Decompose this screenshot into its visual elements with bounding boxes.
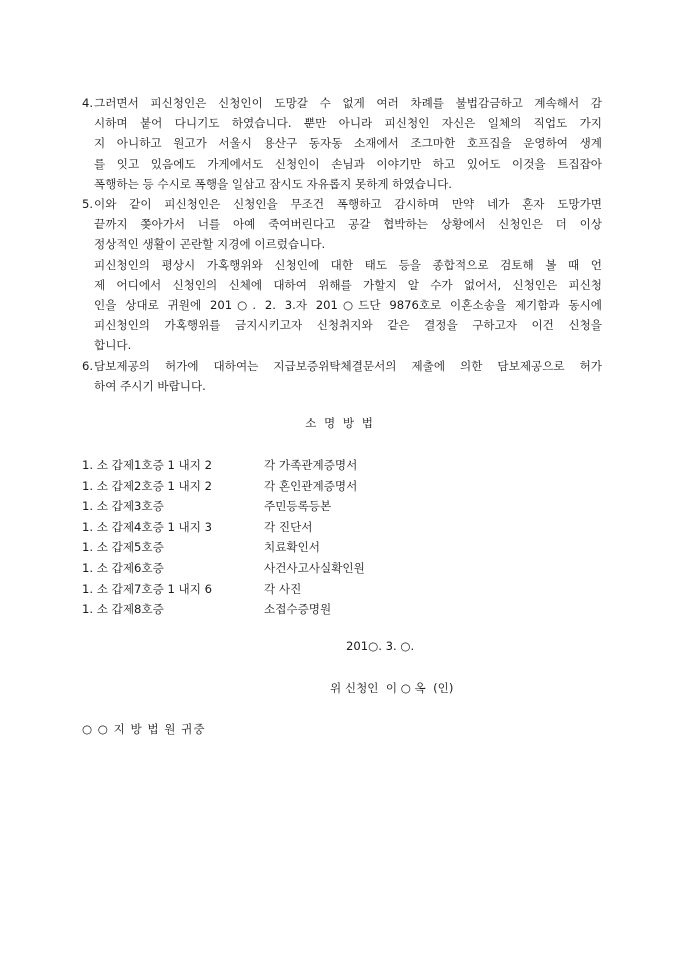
evidence-item: 1. 소 갑제3호증 xyxy=(82,499,164,514)
paragraph-line: 이와 같이 피신청인은 신청인을 무조건 폭행하고 감시하며 만약 네가 혼자 도망가면 xyxy=(94,197,602,211)
evidence-document: 사건사고사실확인원 xyxy=(264,560,365,575)
evidence-document: 각 혼인관계증명서 xyxy=(264,478,358,493)
paragraph-line: 그러면서 피신청인은 신청인이 도망갈 수 없게 여러 차례를 불법감금하고 계속해서 감 xyxy=(94,96,602,110)
evidence-row xyxy=(82,537,482,558)
paragraph-line: 제 어디에서 신청인의 신체에 대하여 위해를 가할지 알 수가 없어서, 신청인은 피신청 xyxy=(94,277,602,292)
paragraph-number: 4. xyxy=(82,96,94,110)
evidence-item: 1. 소 갑제5호증 xyxy=(82,540,164,555)
paragraph-line: 하여 주시기 바랍니다. xyxy=(94,379,206,394)
evidence-row xyxy=(82,579,482,600)
evidence-document: 주민등록등본 xyxy=(264,499,332,514)
paragraph-line: 끝까지 쫒아가서 너를 아예 죽여버린다고 공갈 협박하는 상황에서 신청인은 더 이상 xyxy=(94,217,602,232)
paragraph-line: 인을 상대로 귀원에 201○. 2. 3.자 201○드단 9876호로 이혼소송을 제기함과 동시에 xyxy=(94,297,602,312)
paragraph-line: 시하며 붙어 다니기도 하였습니다. 뿐만 아니라 피신청인 자신은 일체의 직업도 가지 xyxy=(94,116,602,131)
evidence-row xyxy=(82,476,482,497)
paragraph-5 xyxy=(82,194,602,356)
evidence-row xyxy=(82,496,482,517)
evidence-document: 각 진단서 xyxy=(264,519,313,534)
evidence-item: 1. 소 갑제4호증 1 내지 3 xyxy=(82,519,213,534)
paragraph-line: 정상적인 생활이 곤란할 지경에 이르렀습니다. xyxy=(94,237,326,252)
evidence-document: 치료확인서 xyxy=(264,540,320,555)
evidence-item: 1. 소 갑제7호증 1 내지 6 xyxy=(82,581,213,596)
court-addressee: ○ ○ 지 방 법 원 귀중 xyxy=(82,722,206,736)
paragraph-line: 지 아니하고 원고가 서울시 용산구 동자동 소재에서 조그마한 호프집을 운영하여 생계 xyxy=(94,136,602,151)
evidence-document: 각 사진 xyxy=(264,581,302,596)
evidence-heading: 소 명 방 법 xyxy=(305,416,375,430)
paragraph-line: 합니다. xyxy=(94,338,132,353)
evidence-item: 1. 소 갑제1호증 1 내지 2 xyxy=(82,458,213,472)
paragraph-line: 를 잇고 있음에도 가게에서도 신청인이 손님과 이야기만 하고 있어도 이것을 트집잡아 xyxy=(94,156,602,171)
evidence-row xyxy=(82,558,482,579)
paragraph-4 xyxy=(82,93,602,194)
evidence-item: 1. 소 갑제8호증 xyxy=(82,602,164,617)
evidence-row xyxy=(82,599,482,620)
applicant-signature: 위 신청인 이 ○ 옥 (인) xyxy=(330,681,454,695)
paragraph-number: 5. xyxy=(82,197,94,211)
paragraph-number: 6. xyxy=(82,359,94,373)
evidence-item: 1. 소 갑제6호증 xyxy=(82,560,164,575)
evidence-row xyxy=(82,517,482,538)
evidence-row xyxy=(82,455,482,476)
evidence-list xyxy=(82,455,482,620)
evidence-item: 1. 소 갑제2호증 1 내지 2 xyxy=(82,478,213,493)
paragraph-line: 담보제공의 허가에 대하여는 지급보증위탁체결문서의 제출에 의한 담보제공으로 허가 xyxy=(94,359,602,373)
filing-date: 201○. 3. ○. xyxy=(346,639,415,653)
evidence-document: 소접수증명원 xyxy=(264,602,332,617)
paragraph-line: 피신청인의 평상시 가혹행위와 신청인에 대한 태도 등을 종합적으로 검토해 볼 때 언 xyxy=(94,257,602,272)
paragraph-6 xyxy=(82,356,602,396)
paragraph-line: 폭행하는 등 수시로 폭행을 일삼고 잠시도 자유롭지 못하게 하였습니다. xyxy=(94,176,452,191)
evidence-document: 각 가족관계증명서 xyxy=(264,458,358,472)
paragraph-line: 피신청인의 가혹행위를 금지시키고자 신청취지와 같은 결정을 구하고자 이건 신청을 xyxy=(94,318,602,333)
